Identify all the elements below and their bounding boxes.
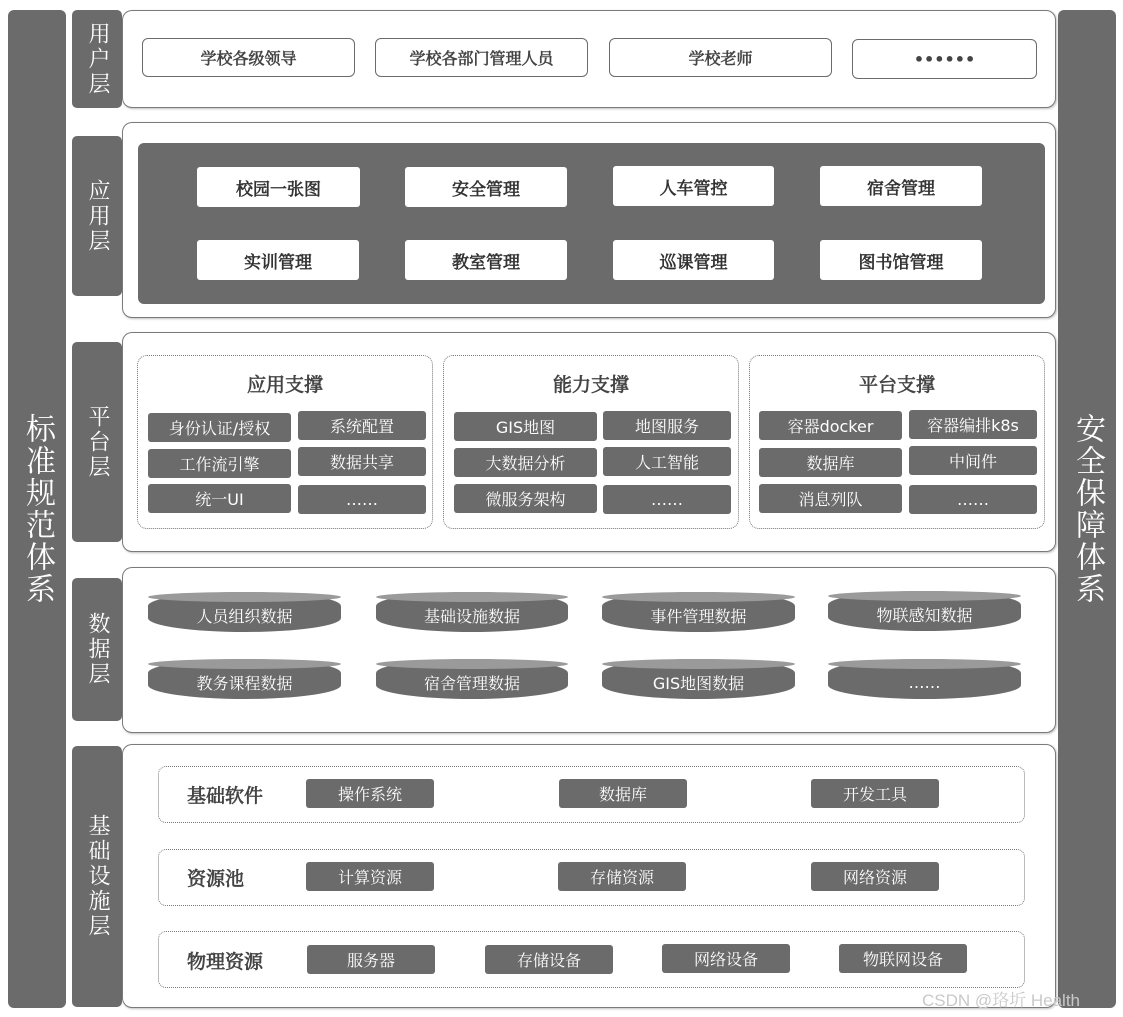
chip-compute: 计算资源 — [306, 862, 434, 891]
app-item-classroom: 教室管理 — [405, 240, 567, 280]
user-item-department-managers: 学校各部门管理人员 — [375, 38, 588, 77]
chip-data-sharing: 数据共享 — [298, 447, 426, 476]
chip-map-service: 地图服务 — [603, 411, 731, 440]
data-item-facilities: 基础设施数据 — [376, 592, 568, 632]
app-item-training: 实训管理 — [197, 240, 359, 280]
chip-k8s: 容器编排k8s — [909, 410, 1037, 439]
user-item-teachers: 学校老师 — [609, 38, 832, 77]
app-item-safety: 安全管理 — [405, 167, 567, 207]
data-item-gis-map: GIS地图数据 — [602, 659, 795, 699]
chip-network-devices: 网络设备 — [662, 944, 790, 973]
data-item-iot-sensing: 物联感知数据 — [828, 591, 1021, 631]
user-item-more: •••••• — [852, 39, 1037, 79]
chip-dev-tools: 开发工具 — [811, 779, 939, 808]
chip-more: …… — [603, 485, 731, 514]
chip-database: 数据库 — [559, 779, 687, 808]
app-item-people-vehicle: 人车管控 — [613, 166, 774, 206]
chip-servers: 服务器 — [307, 945, 435, 974]
infra-layer-label-text: 基础设施层 — [85, 814, 110, 939]
chip-identity-auth: 身份认证/授权 — [148, 413, 291, 442]
watermark: CSDN @珞圻 Health — [922, 991, 1081, 1010]
security-system-label: 安全保障体系 — [1070, 413, 1105, 605]
chip-gis-map: GIS地图 — [454, 412, 597, 441]
chip-storage-devices: 存储设备 — [485, 945, 613, 974]
chip-network: 网络资源 — [811, 862, 939, 891]
group-title-platform-support: 平台支撑 — [858, 374, 935, 396]
chip-more: …… — [298, 485, 426, 514]
platform-layer-label — [72, 342, 122, 542]
app-layer-label-text: 应用层 — [85, 178, 110, 254]
standards-system-label: 标准规范体系 — [20, 413, 55, 605]
infra-row-title-physical-resources: 物理资源 — [187, 950, 264, 973]
user-layer-label-text: 用户层 — [85, 21, 110, 97]
chip-system-config: 系统配置 — [298, 411, 426, 440]
app-layer-label — [72, 136, 122, 296]
chip-storage: 存储资源 — [558, 862, 686, 891]
user-item-school-leaders: 学校各级领导 — [142, 38, 355, 77]
data-item-personnel-org: 人员组织数据 — [148, 592, 341, 632]
data-layer-label — [72, 578, 122, 721]
chip-database: 数据库 — [759, 448, 902, 477]
data-item-dormitory: 宿舍管理数据 — [376, 659, 568, 699]
app-item-library: 图书馆管理 — [820, 240, 982, 280]
chip-unified-ui: 统一UI — [148, 484, 291, 513]
data-item-academic-course: 教务课程数据 — [148, 659, 341, 699]
chip-message-queue: 消息列队 — [759, 484, 902, 513]
chip-more: …… — [909, 485, 1037, 514]
chip-big-data-analysis: 大数据分析 — [454, 448, 597, 477]
user-layer-label — [72, 10, 122, 108]
data-item-event-mgmt: 事件管理数据 — [602, 592, 795, 632]
standards-system-pillar — [8, 10, 66, 1008]
platform-layer-label-text: 平台层 — [85, 404, 110, 480]
data-item-more: …… — [828, 659, 1021, 699]
app-item-campus-map: 校园一张图 — [197, 167, 360, 207]
chip-iot-devices: 物联网设备 — [839, 944, 967, 973]
infra-row-title-base-software: 基础软件 — [187, 784, 264, 807]
security-system-pillar — [1058, 10, 1116, 1008]
app-item-dormitory: 宿舍管理 — [820, 166, 982, 206]
infra-layer-label — [72, 746, 122, 1007]
chip-os: 操作系统 — [306, 779, 434, 808]
group-title-app-support: 应用支撑 — [246, 374, 323, 396]
chip-workflow-engine: 工作流引擎 — [148, 449, 291, 478]
chip-docker: 容器docker — [759, 411, 902, 440]
data-layer-label-text: 数据层 — [85, 612, 110, 687]
chip-microservices: 微服务架构 — [454, 484, 597, 513]
chip-middleware: 中间件 — [909, 446, 1037, 475]
app-item-class-patrol: 巡课管理 — [613, 240, 774, 280]
chip-ai: 人工智能 — [603, 447, 731, 476]
infra-row-title-resource-pool: 资源池 — [187, 867, 245, 890]
group-title-capability-support: 能力支撑 — [552, 374, 629, 396]
